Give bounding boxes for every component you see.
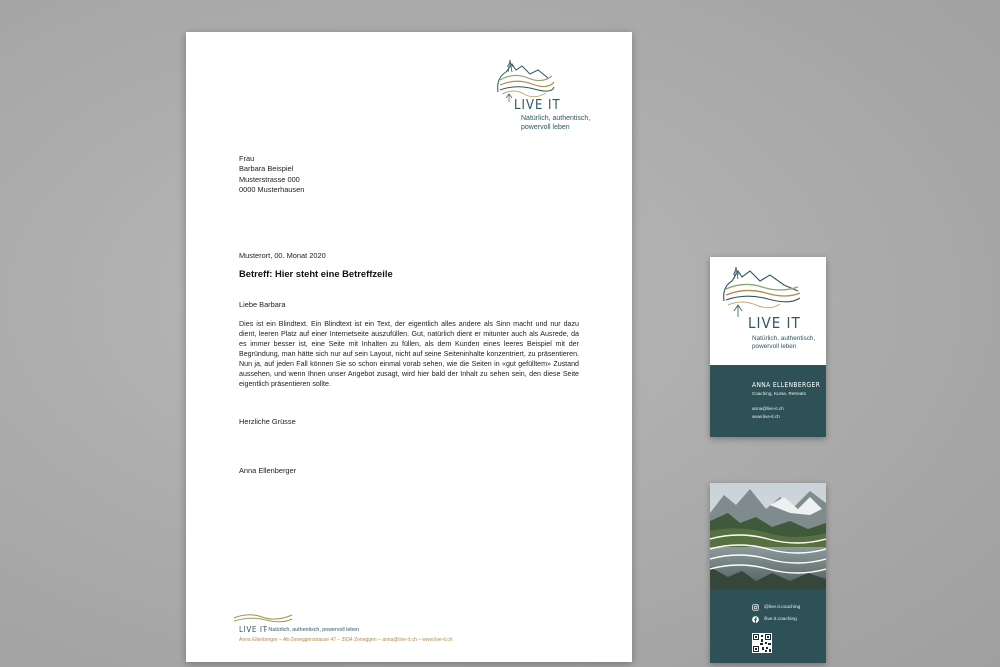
address-line: Frau (239, 154, 255, 163)
address-line: 0000 Musterhausen (239, 184, 305, 194)
address-line: Barbara Beispiel (239, 164, 294, 174)
card-tagline (752, 335, 815, 351)
letter-subject: Betreff: Hier steht eine Betreffzeile (239, 268, 393, 279)
letter-signature: Anna Ellenberger (239, 466, 297, 475)
card-tagline-line2: powervoll leben (752, 343, 797, 350)
footer-tagline: – Natürlich, authentisch, powervoll leben (264, 627, 360, 633)
card-person-name: ANNA ELLENBERGER (752, 381, 821, 389)
logo-tagline-line2: powervoll leben (521, 123, 570, 131)
instagram-handle: @live.it.coaching (764, 605, 801, 610)
footer-waves-icon (232, 610, 294, 624)
letter-greeting: Liebe Barbara (239, 300, 286, 309)
footer-brand: LIVE IT (239, 625, 268, 634)
footer-contact-email: anna@live-it.ch (382, 637, 417, 643)
card-front-contact-area (710, 365, 826, 437)
business-card-back (710, 483, 826, 663)
letter-body: Dies ist ein Blindtext. Ein Blindtext ist ein Text, der eigentlich alles andere als Sinn macht und nur dazu dient, leeren Platz auf einer Internetseite auszufüllen. Gut, natürlich dient er mitunter auch als Ausrede, da es immer besser ist, eine Seite mit Inhalten zu füllen, als dem Kunden eines leeres Beispiel mit der Begründung, man hätte sich nur auf sein Layout, nicht auf seine Seiteninhalte konzentriert, zu präsentieren. Nun ja, auf jeden Fall können Sie so schon einmal vorab sehen, wie die Seiten in «gut gefülltem» Zustand aussehen, und wenn Ihnen unser Angebot zusagt, wird hier bald der Inhalt zu sehen sein, den diese Seite eigentlich präsentieren sollte. (239, 320, 579, 388)
card-email: anna@live-it.ch (752, 406, 784, 411)
qr-code-icon (752, 633, 772, 653)
card-tagline-line1: Natürlich, authentisch, (752, 335, 816, 342)
instagram-row (752, 604, 800, 611)
recipient-address (239, 154, 304, 195)
facebook-icon (752, 616, 759, 623)
card-person-role: Coaching, Kurse, Retreats (752, 391, 806, 396)
instagram-icon (752, 604, 759, 611)
card-brand-text: LIVE IT (748, 314, 801, 332)
letter-sheet (186, 32, 632, 662)
card-front-logo-area (710, 257, 826, 365)
logo-tagline-line1: Natürlich, authentisch, (521, 115, 591, 122)
business-card-front (710, 257, 826, 437)
card-website: www.live-it.ch (752, 414, 780, 419)
footer-contact-name: Anna Ellenberger (239, 637, 278, 643)
footer-contact-web: www.live-it.ch (422, 637, 453, 643)
logo-tagline (521, 115, 590, 132)
facebook-handle: /live.it.coaching (764, 617, 797, 622)
letter-closing: Herzliche Grüsse (239, 417, 296, 426)
address-line: Musterstrasse 000 (239, 174, 300, 184)
live-it-logo (494, 58, 594, 138)
footer-contact-line: Anna Ellenberger – Alt-Zeneggenstrasse 47 – 3934 Zeneggen – anna@live-it.ch – www.live-it.ch (239, 637, 453, 643)
letter-date: Musterort, 00. Monat 2020 (239, 251, 326, 260)
footer-contact-address: Alt-Zeneggenstrasse 47 – 3934 Zeneggen (282, 637, 377, 643)
facebook-row (752, 616, 797, 623)
logo-brand-text: LIVE IT (514, 98, 561, 113)
mountain-lake-photo (710, 483, 826, 589)
